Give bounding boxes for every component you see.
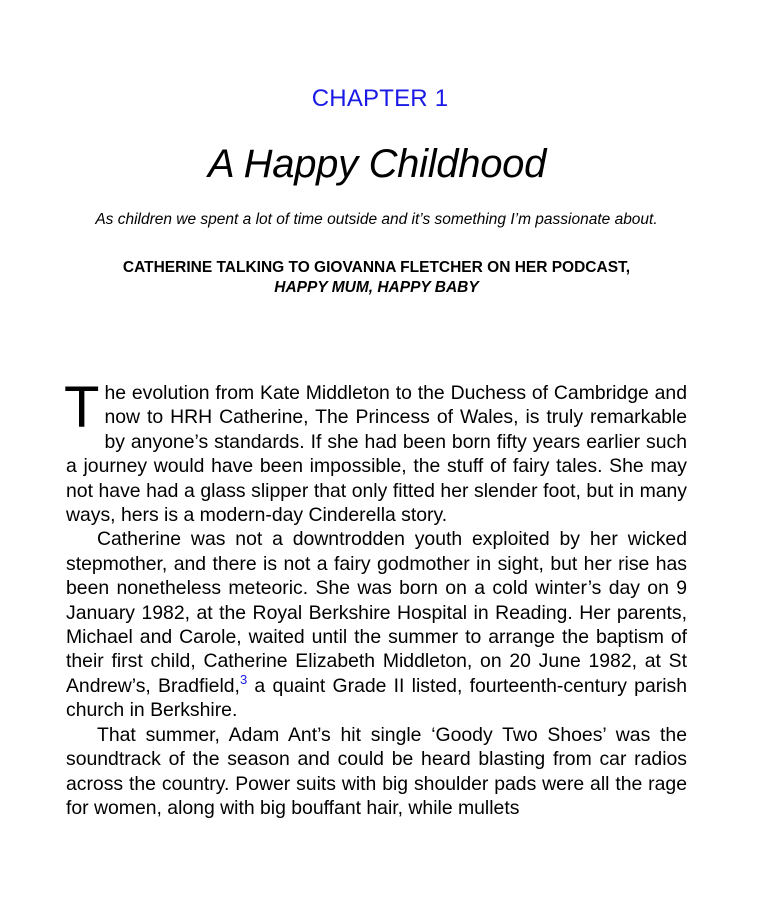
epigraph-quote: As children we spent a lot of time outside and it’s something I’m passionate about. xyxy=(95,211,658,228)
chapter-body xyxy=(64,375,687,820)
body-paragraph-3: That summer, Adam Ant’s hit single ‘Goody Two Shoes’ was the soundtrack of the season and could be heard blasting from car radios across the country. Power suits with big shoulder pads were all the rage for women, along with big bouffant hair, while mullets xyxy=(66,723,687,819)
drop-cap: T xyxy=(64,375,100,440)
paragraph-1-text: he evolution from Kate Middleton to the Duchess of Cambridge and now to HRH Catherine, The Princess of Wales, is truly remarkable by anyone’s standards. If she had been born fifty years earlier such a journey would have been impossible, the stuff of fairy tales. She may not have had a glass slipper that only fitted her slender foot, but in many ways, hers is a modern-day Cinderella story. xyxy=(66,382,687,527)
attribution-work-title: HAPPY MUM, HAPPY BABY xyxy=(274,279,479,296)
paragraph-2-text-b: a quaint Grade II listed, fourteenth-century parish church in Berkshire. xyxy=(66,674,687,722)
body-paragraph-1 xyxy=(64,375,687,527)
footnote-reference-link[interactable]: 3 xyxy=(239,671,248,687)
chapter-title: A Happy Childhood xyxy=(207,142,547,186)
body-paragraph-2 xyxy=(66,527,687,722)
paragraph-2-text-a: Catherine was not a downtrodden youth exploited by her wicked stepmother, and there is not a fairy godmother in sight, but her rise has been nonetheless meteoric. She was born on a cold winter’s day on 9 January 1982, at the Royal Berkshire Hospital in Reading. Her parents, Michael and Carole, waited until the summer to arrange the baptism of their first child, Catherine Elizabeth Middleton, on 20 June 1982, at St Andrew’s, Bradfield, xyxy=(66,528,687,697)
epigraph-attribution xyxy=(80,258,673,298)
attribution-source: CATHERINE TALKING TO GIOVANNA FLETCHER ON HER PODCAST, xyxy=(122,259,631,276)
chapter-label: CHAPTER 1 xyxy=(311,85,449,112)
